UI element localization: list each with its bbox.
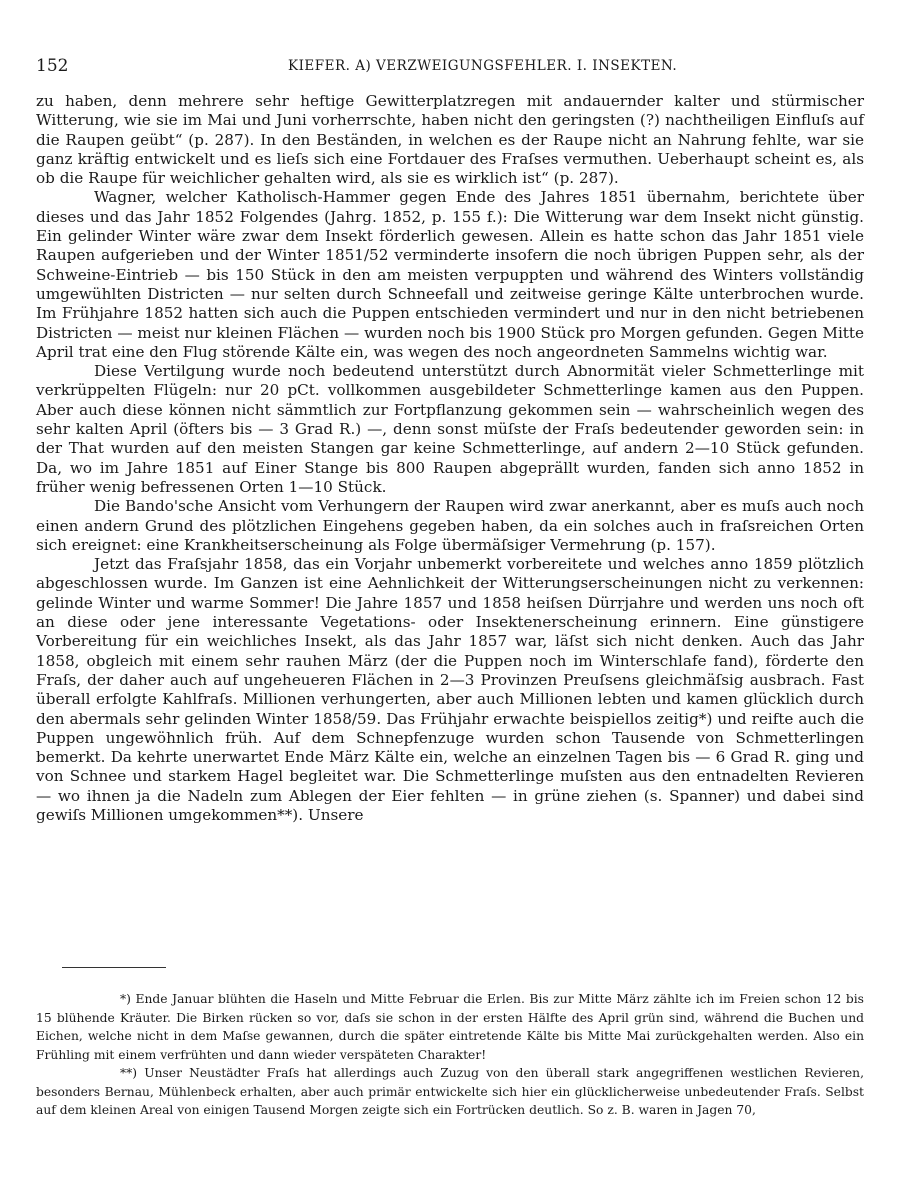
page-header	[36, 56, 864, 80]
paragraph: Diese Vertilgung wurde noch bedeutend unterstützt durch Abnormität vieler Schmetterlinge mit verkrüppelten Flügeln: nur 20 pCt. vollkommen ausgebildeter Schmetterlinge kamen aus den Puppen. Aber auch diese können nicht sämmtlich zur Fortpflanzung gekommen sein — wahrscheinlich wegen des sehr kalten April (öfters bis — 3 Grad R.) —, denn sonst müſste der Fraſs bedeutender geworden sein: in der That wurden auf den meisten Stangen gar keine Schmetterlinge, auf andern 2—10 Stück gefunden. Da, wo im Jahre 1851 auf Einer Stange bis 800 Raupen abgeprällt wurden, fanden sich anno 1852 in früher wenig befressenen Orten 1—10 Stück.	[36, 362, 864, 496]
paragraph: Die Bando'sche Ansicht vom Verhungern der Raupen wird zwar anerkannt, aber es muſs auch noch einen andern Grund des plötzlichen Eingehens gegeben haben, da ein solches auch in fraſsreichen Orten sich ereignet: eine Krankheitserscheinung als Folge übermäſsiger Vermehrung (p. 157).	[36, 497, 864, 554]
page-number: 152	[36, 56, 69, 76]
paragraph: Wagner, welcher Katholisch-Hammer gegen Ende des Jahres 1851 übernahm, berichtete über dieses und das Jahr 1852 Folgendes (Jahrg. 1852, p. 155 f.): Die Witterung war dem Insekt nicht günstig. Ein gelinder Winter wäre zwar dem Insekt förderlich gewesen. Allein es hatte schon das Jahr 1851 viele Raupen aufgerieben und der Winter 1851/52 verminderte insofern die noch übrigen Puppen sehr, als der Schweine-Eintrieb — bis 150 Stück in den am meisten verpuppten und während des Winters vollständig umgewühlten Districten — nur selten durch Schneefall und zeitweise geringe Kälte unterbrochen wurde. Im Frühjahre 1852 hatten sich auch die Puppen entschieden vermindert und nur in den nicht betriebenen Districten — meist nur kleinen Flächen — wurden noch bis 1900 Stück pro Morgen gefunden. Gegen Mitte April trat eine den Flug störende Kälte ein, was wegen des noch angeordneten Sammelns wichtig war.	[36, 188, 864, 361]
body-text	[36, 92, 864, 825]
paragraph: zu haben, denn mehrere sehr heftige Gewitterplatzregen mit andauernder kalter und stürmischer Witterung, wie sie im Mai und Juni vorherrschte, haben nicht den geringsten (?) nachtheiligen Einfluſs auf die Raupen geübt“ (p. 287). In den Beständen, in welchen es der Raupe nicht an Nahrung fehlte, war sie ganz kräftig entwickelt und es lieſs sich eine Fortdauer des Fraſses vermuthen. Ueberhaupt scheint es, als ob die Raupe für weichlicher gehalten wird, als sie es wirklich ist“ (p. 287).	[36, 92, 864, 188]
footnotes	[36, 990, 864, 1120]
footnote-divider	[62, 967, 166, 968]
running-head: KIEFER. A) VERZWEIGUNGSFEHLER. I. INSEKTEN.	[288, 58, 678, 74]
paragraph: Jetzt das Fraſsjahr 1858, das ein Vorjahr unbemerkt vorbereitete und welches anno 1859 plötzlich abgeschlossen wurde. Im Ganzen ist eine Aehnlichkeit der Witterungserscheinungen nicht zu verkennen: gelinde Winter und warme Sommer! Die Jahre 1857 und 1858 heiſsen Dürrjahre und werden uns noch oft an diese oder jene interessante Vegetations- oder Insektenerscheinung erinnern. Eine günstigere Vorbereitung für ein weichliches Insekt, als das Jahr 1857 war, läſst sich nicht denken. Auch das Jahr 1858, obgleich mit einem sehr rauhen März (der die Puppen noch im Winterschlafe fand), förderte den Fraſs, der daher auch auf ungeheueren Flächen in 2—3 Provinzen Preuſsens gleichmäſsig ausbrach. Fast überall erfolgte Kahlfraſs. Millionen verhungerten, aber auch Millionen lebten und kamen glücklich durch den abermals sehr gelinden Winter 1858/59. Das Frühjahr erwachte beispiellos zeitig*) und reifte auch die Puppen ungewöhnlich früh. Auf dem Schnepfenzuge wurden schon Tausende von Schmetterlingen bemerkt. Da kehrte unerwartet Ende März Kälte ein, welche an einzelnen Tagen bis — 6 Grad R. ging und von Schnee und starkem Hagel begleitet war. Die Schmetterlinge muſsten aus den entnadelten Revieren — wo ihnen ja die Nadeln zum Ablegen der Eier fehlten — in grüne ziehen (s. Spanner) und dabei sind gewiſs Millionen umgekommen**). Unsere	[36, 555, 864, 824]
footnote: **) Unser Neustädter Fraſs hat allerdings auch Zuzug von den überall stark angegriffenen westlichen Revieren, besonders Bernau, Mühlenbeck erhalten, aber auch primär entwickelte sich hier ein glücklicherweise unbedeutender Fraſs. Selbst auf dem kleinen Areal von einigen Tausend Morgen zeigte sich ein Fortrücken deutlich. So z. B. waren in Jagen 70,	[36, 1066, 864, 1117]
footnote: *) Ende Januar blühten die Haseln und Mitte Februar die Erlen. Bis zur Mitte März zählte ich im Freien schon 12 bis 15 blühende Kräuter. Die Birken rücken so vor, daſs sie schon in der ersten Hälfte des April grün sind, während die Buchen und Eichen, welche nicht in dem Maſse gewannen, durch die später eintretende Kälte bis Mitte Mai zurückgehalten werden. Also ein Frühling mit einem verfrühten und dann wieder verspäteten Charakter!	[36, 992, 864, 1062]
